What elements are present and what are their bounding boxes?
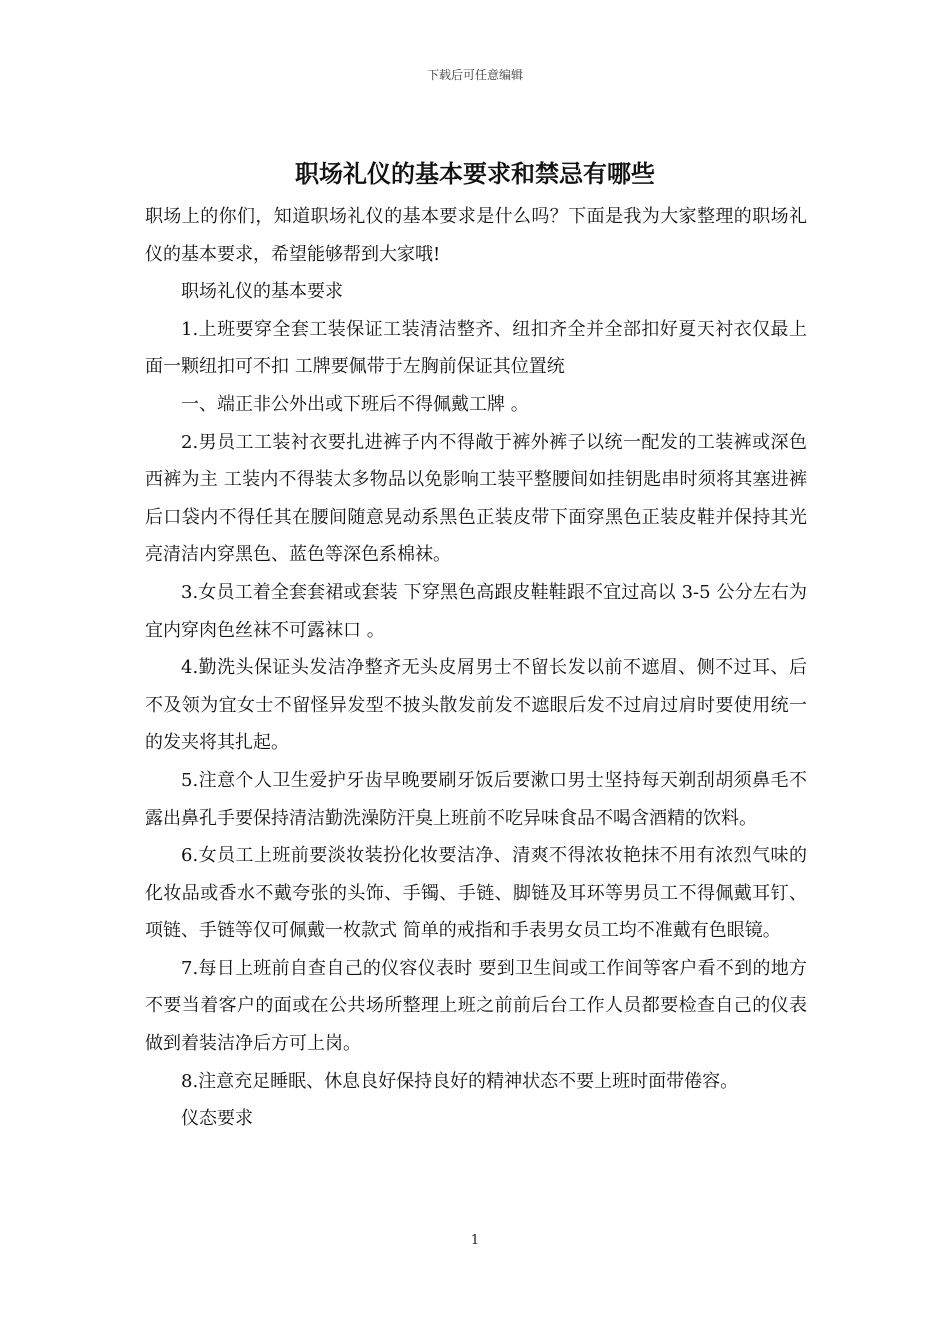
intro-paragraph: 职场上的你们，知道职场礼仪的基本要求是什么吗？下面是我为大家整理的职场礼仪的基本要求，希望能够帮到大家哦! <box>145 206 807 265</box>
paragraph-item-7: 7.每日上班前自查自己的仪容仪表时 要到卫生间或工作间等客户看不到的地方不要当着客户的面或在公共场所整理上班之前前后台工作人员都要检查自己的仪表做到着装洁净后方可上岗。 <box>145 957 807 1055</box>
paragraph-item-2: 2.男员工工装衬衣要扎进裤子内不得敞于裤外裤子以统一配发的工装裤或深色西裤为主 工装内不得装太多物品以免影响工装平整腰间如挂钥匙串时须将其塞进裤后口袋内不得任其在腰间随意晃动系黑色正装皮带下面穿黑色正装皮鞋并保持其光亮清洁内穿黑色、蓝色等深色系棉袜。 <box>145 431 807 566</box>
document-body <box>145 198 807 1138</box>
paragraph-item-5: 5.注意个人卫生爱护牙齿早晚要刷牙饭后要漱口男士坚持每天剃刮胡须鼻毛不露出鼻孔手要保持清洁勤洗澡防汗臭上班前不吃异味食品不喝含酒精的饮料。 <box>145 769 807 829</box>
paragraph-item-4: 4.勤洗头保证头发洁净整齐无头皮屑男士不留长发以前不遮眉、侧不过耳、后不及领为宜女士不留怪异发型不披头散发前发不遮眼后发不过肩过肩时要使用统一的发夹将其扎起。 <box>145 657 807 754</box>
paragraph-item-8: 8.注意充足睡眠、休息良好保持良好的精神状态不要上班时面带倦容。 <box>181 1070 739 1092</box>
paragraph-item-3: 3.女员工着全套套裙或套装 下穿黑色高跟皮鞋鞋跟不宜过高以 3-5 公分左右为宜内穿肉色丝袜不可露袜口 。 <box>145 581 807 641</box>
section-heading-basic-requirements: 职场礼仪的基本要求 <box>181 281 343 303</box>
page-header-note: 下载后可任意编辑 <box>426 68 523 82</box>
paragraph-item-1: 1.上班要穿全套工装保证工装清洁整齐、纽扣齐全并全部扣好夏天衬衣仅最上面一颗纽扣可不扣 工牌要佩带于左胸前保证其位置统 <box>145 318 807 378</box>
page-number: 1 <box>470 1233 480 1248</box>
document-title: 职场礼仪的基本要求和禁忌有哪些 <box>295 160 655 188</box>
paragraph-item-1-continued: 一、端正非公外出或下班后不得佩戴工牌 。 <box>181 393 529 415</box>
paragraph-item-6: 6.女员工上班前要淡妆装扮化妆要洁净、清爽不得浓妆艳抹不用有浓烈气味的化妆品或香水不戴夸张的头饰、手镯、手链、脚链及耳环等男员工不得佩戴耳钉、项链、手链等仅可佩戴一枚款式 简单的戒指和手表男女员工均不准戴有色眼镜。 <box>145 845 807 942</box>
section-heading-posture-requirements: 仪态要求 <box>181 1108 253 1130</box>
